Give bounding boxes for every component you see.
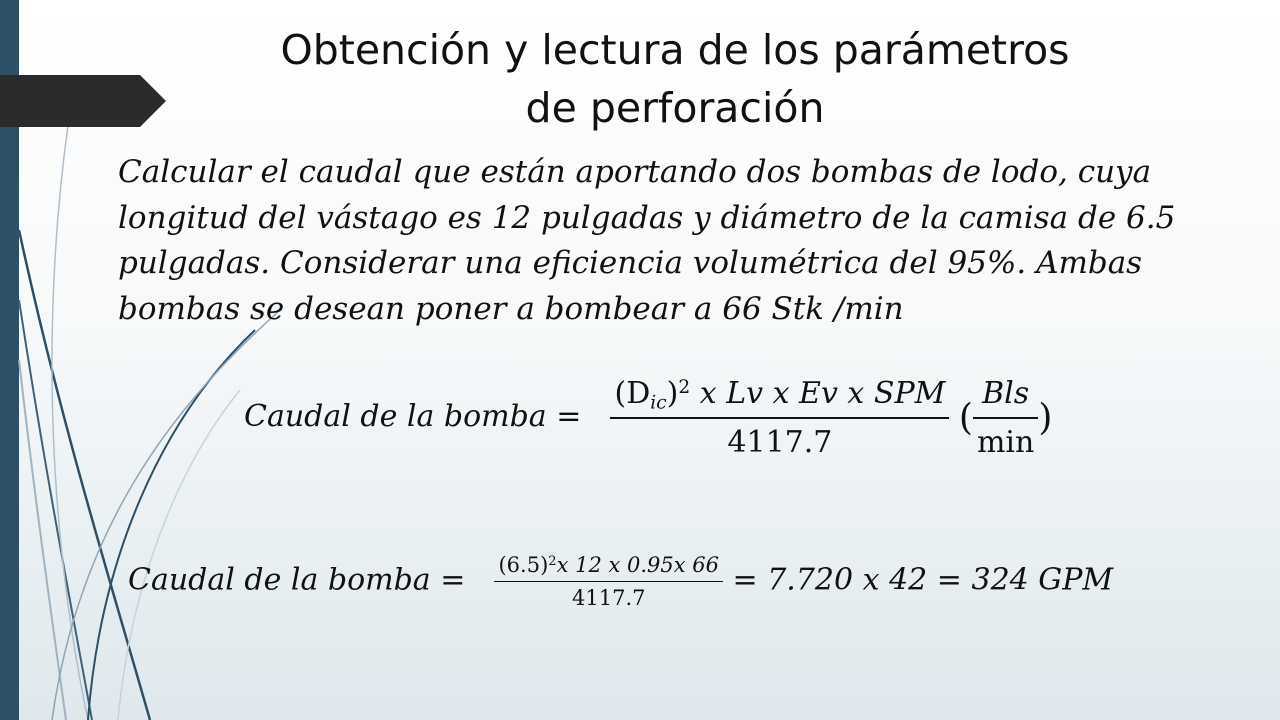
unit-close-paren: ) xyxy=(1038,397,1053,439)
applied-fraction xyxy=(494,553,723,610)
problem-line-4: bombas se desean poner a bombear a 66 Stk /min xyxy=(118,290,904,327)
problem-line-2: longitud del vástago es 12 pulgadas y diámetro de la camisa de 6.5 xyxy=(118,199,1176,236)
applied-denominator: 4117.7 xyxy=(494,581,723,610)
problem-statement xyxy=(118,150,1218,332)
unit-numerator: Bls xyxy=(982,376,1030,411)
slide-title-line-1: Obtención y lectura de los parámetros xyxy=(280,26,1070,74)
applied-equals-sign: = xyxy=(440,562,466,598)
formula-fraction xyxy=(610,376,949,460)
formula-numerator: $(D_{ic})^2$ x Lv x Ev x SPM xyxy=(614,376,946,414)
problem-line-3: pulgadas. Considerar una eficiencia volumétrica del 95%. Ambas xyxy=(118,245,1143,281)
problem-line-1: Calcular el caudal que están aportando dos bombas de lodo, cuya xyxy=(118,154,1152,190)
general-flow-formula xyxy=(244,376,1052,460)
unit-denominator: min xyxy=(973,417,1038,460)
formula-denominator: 4117.7 xyxy=(610,417,949,460)
formula-lhs: Caudal de la bomba xyxy=(244,399,547,434)
applied-numerator: $(6.5)^2x$ 12 x 0.95x 66 xyxy=(498,553,719,577)
unit-open-paren: ( xyxy=(958,397,973,439)
equals-sign: = xyxy=(556,399,582,434)
applied-result: = 7.720 x 42 = 324 GPM xyxy=(732,562,1114,598)
applied-lhs: Caudal de la bomba xyxy=(128,562,431,598)
unit-fraction xyxy=(973,376,1038,460)
slide-title-line-2: de perforación xyxy=(525,84,825,132)
applied-flow-formula xyxy=(128,553,1113,610)
